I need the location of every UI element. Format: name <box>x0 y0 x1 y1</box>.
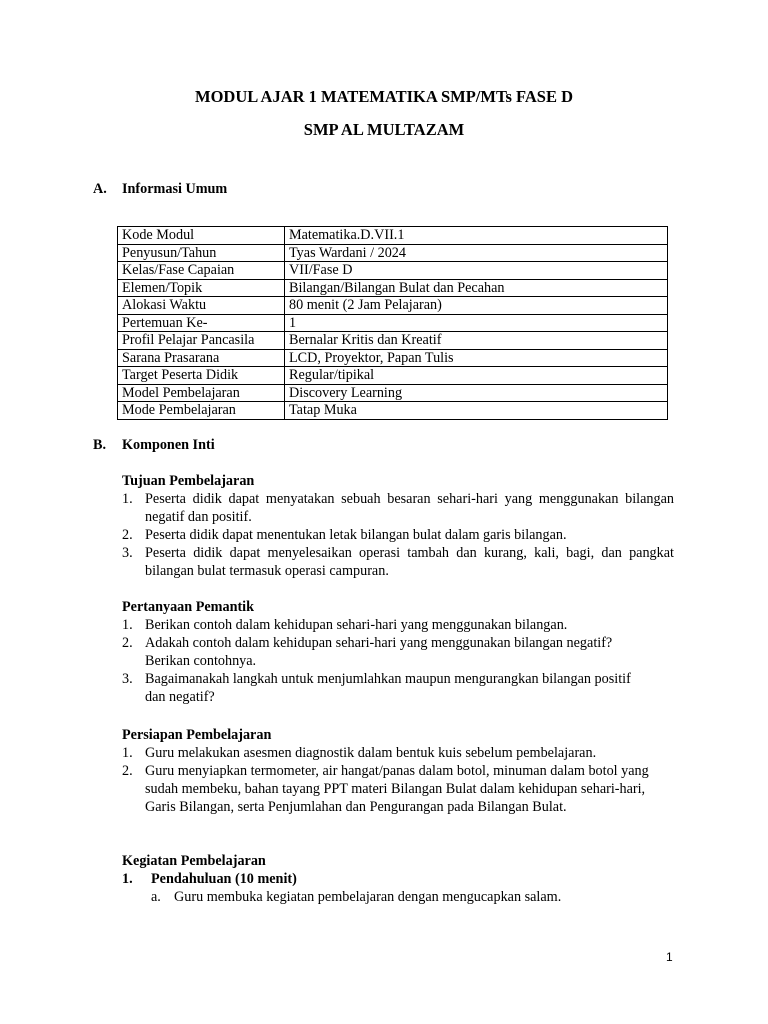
list-item <box>122 526 674 544</box>
list-text: Peserta didik dapat menentukan letak bilangan bulat dalam garis bilangan. <box>145 527 567 543</box>
step-title: Pendahuluan (10 menit) <box>151 871 297 887</box>
step-number: 1. <box>122 871 133 887</box>
table-key: Kode Modul <box>118 227 285 245</box>
table-row <box>118 402 668 420</box>
list-number: 2. <box>122 635 133 651</box>
list-item <box>122 616 674 634</box>
table-value: Regular/tipikal <box>285 367 668 385</box>
table-row <box>118 279 668 297</box>
section-a-heading <box>93 180 227 198</box>
activity-step <box>122 870 674 888</box>
list-item <box>122 634 674 670</box>
table-value: Matematika.D.VII.1 <box>285 227 668 245</box>
list-text: Bagaimanakah langkah untuk menjumlahkan maupun mengurangkan bilangan positif dan negatif? <box>145 671 631 705</box>
table-row <box>118 367 668 385</box>
table-value: Bilangan/Bilangan Bulat dan Pecahan <box>285 279 668 297</box>
learning-objectives <box>122 472 674 580</box>
school-name: SMP AL MULTAZAM <box>303 120 465 139</box>
section-b-heading <box>93 436 215 454</box>
trigger-questions <box>122 598 674 706</box>
table-value: Bernalar Kritis dan Kreatif <box>285 332 668 350</box>
learning-activities-heading: Kegiatan Pembelajaran <box>122 853 266 869</box>
list-number: 2. <box>122 527 133 543</box>
list-text: Guru menyiapkan termometer, air hangat/panas dalam botol, minuman dalam botol yang sudah membeku, bahan tayang PPT materi Bilangan Bulat dalam kehidupan sehari-hari, Garis Bilangan, serta Penjumlahan dan Pengurangan pada Bilangan Bulat. <box>145 763 649 815</box>
table-key: Model Pembelajaran <box>118 384 285 402</box>
list-number: 3. <box>122 671 133 687</box>
substep-text: Guru membuka kegiatan pembelajaran dengan mengucapkan salam. <box>174 889 562 905</box>
section-a-number: A. <box>93 181 107 197</box>
table-key: Penyusun/Tahun <box>118 244 285 262</box>
table-row <box>118 262 668 280</box>
page-number: 1 <box>666 950 673 964</box>
table-key: Target Peserta Didik <box>118 367 285 385</box>
list-item <box>122 544 674 580</box>
table-key: Sarana Prasarana <box>118 349 285 367</box>
list-text: Guru melakukan asesmen diagnostik dalam bentuk kuis sebelum pembelajaran. <box>145 745 597 761</box>
table-row <box>118 244 668 262</box>
table-row <box>118 332 668 350</box>
document-title: MODUL AJAR 1 MATEMATIKA SMP/MTs FASE D <box>195 87 573 106</box>
learning-preparation-heading: Persiapan Pembelajaran <box>122 727 272 743</box>
list-text: Berikan contoh dalam kehidupan sehari-hari yang menggunakan bilangan. <box>145 617 568 633</box>
list-number: 1. <box>122 491 133 507</box>
table-value: 80 menit (2 Jam Pelajaran) <box>285 297 668 315</box>
table-value: VII/Fase D <box>285 262 668 280</box>
list-item <box>122 490 674 526</box>
table-row <box>118 314 668 332</box>
table-row <box>118 349 668 367</box>
table-key: Profil Pelajar Pancasila <box>118 332 285 350</box>
list-number: 2. <box>122 763 133 779</box>
table-key: Alokasi Waktu <box>118 297 285 315</box>
trigger-questions-heading: Pertanyaan Pemantik <box>122 599 255 615</box>
list-item <box>122 744 674 762</box>
section-b-number: B. <box>93 437 107 453</box>
table-value: Tyas Wardani / 2024 <box>285 244 668 262</box>
section-a-title: Informasi Umum <box>122 181 228 197</box>
table-row <box>118 384 668 402</box>
list-number: 3. <box>122 545 133 561</box>
table-key: Mode Pembelajaran <box>118 402 285 420</box>
general-info-table <box>117 226 668 420</box>
table-value: 1 <box>285 314 668 332</box>
substep-letter: a. <box>151 889 161 905</box>
section-b-title: Komponen Inti <box>122 437 215 453</box>
table-key: Elemen/Topik <box>118 279 285 297</box>
learning-activities <box>122 852 674 906</box>
learning-preparation <box>122 726 674 816</box>
list-text: Peserta didik dapat menyelesaikan operasi tambah dan kurang, kali, bagi, dan pangkat bilangan bulat termasuk operasi campuran. <box>145 545 674 579</box>
list-number: 1. <box>122 745 133 761</box>
list-text: Adakah contoh dalam kehidupan sehari-hari yang menggunakan bilangan negatif? Berikan contohnya. <box>145 635 613 669</box>
learning-objectives-heading: Tujuan Pembelajaran <box>122 473 255 489</box>
list-text: Peserta didik dapat menyatakan sebuah besaran sehari-hari yang menggunakan bilangan negatif dan positif. <box>145 491 674 525</box>
list-number: 1. <box>122 617 133 633</box>
list-item <box>122 762 674 816</box>
activity-substep <box>122 888 674 906</box>
table-key: Kelas/Fase Capaian <box>118 262 285 280</box>
table-row <box>118 297 668 315</box>
table-value: Tatap Muka <box>285 402 668 420</box>
list-item <box>122 670 674 706</box>
table-row <box>118 227 668 245</box>
table-value: Discovery Learning <box>285 384 668 402</box>
table-key: Pertemuan Ke- <box>118 314 285 332</box>
table-value: LCD, Proyektor, Papan Tulis <box>285 349 668 367</box>
